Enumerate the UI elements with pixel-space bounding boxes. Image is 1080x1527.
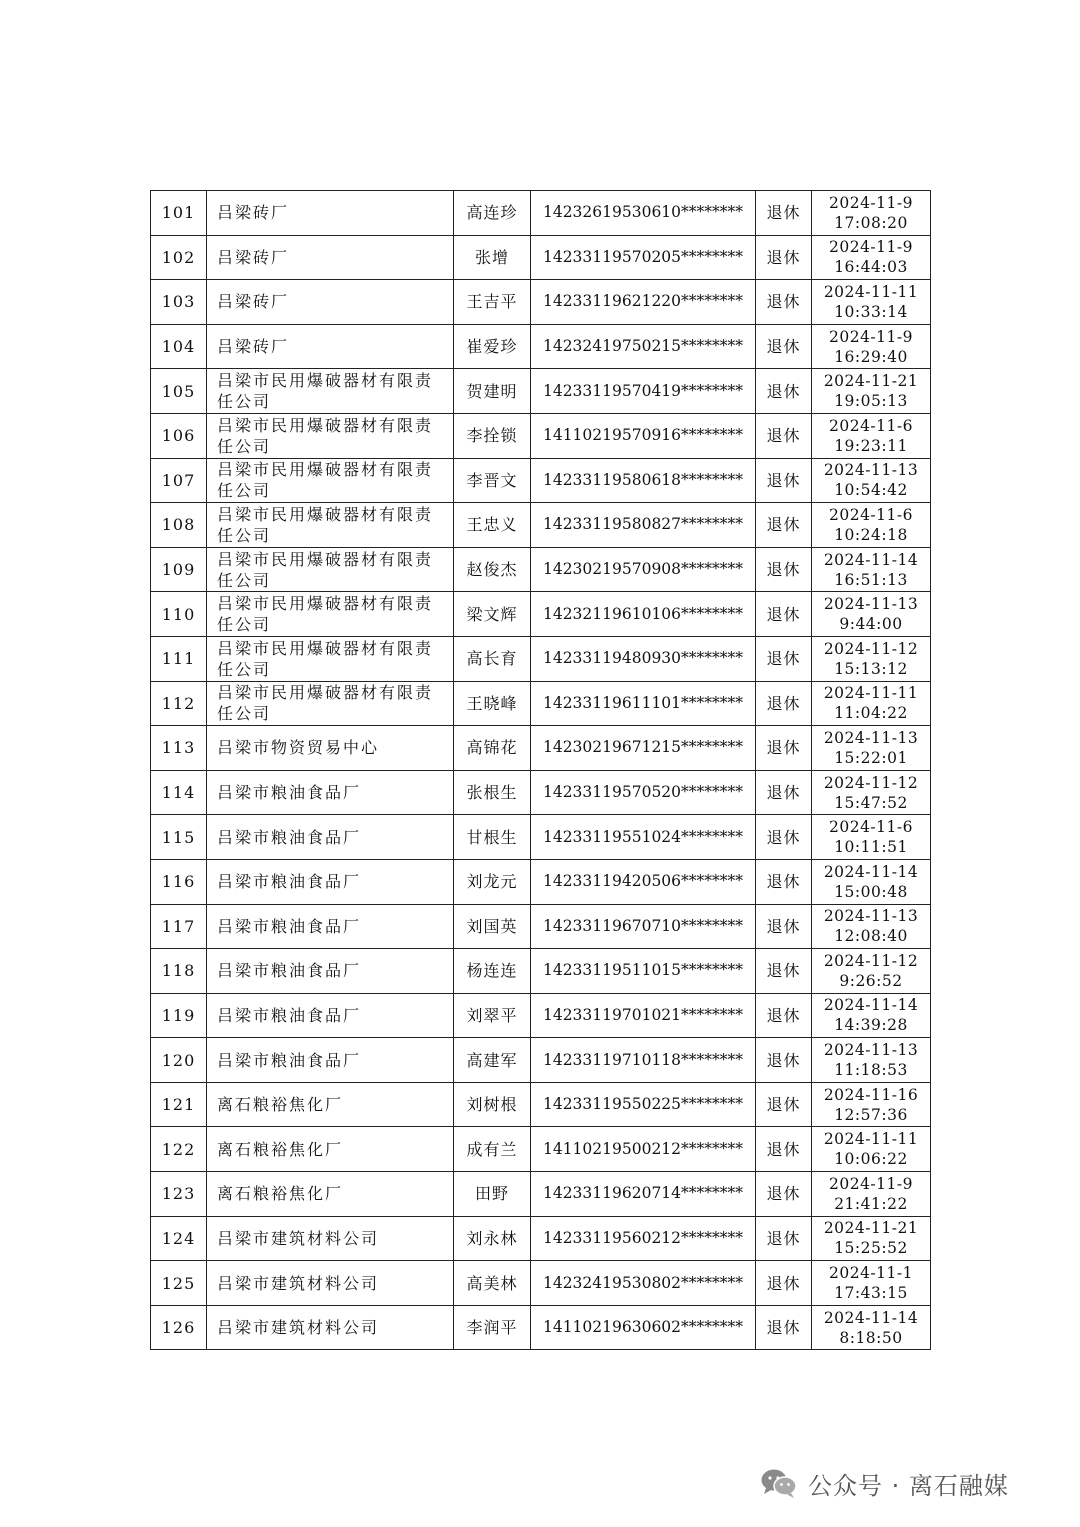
time-text: 15:47:52 — [834, 793, 908, 812]
timestamp-cell — [812, 413, 931, 458]
name-cell: 田野 — [454, 1172, 531, 1217]
name-cell: 李晋文 — [454, 458, 531, 503]
timestamp-cell — [812, 726, 931, 771]
id-number-cell: 14232419750215******** — [531, 324, 756, 369]
status-cell: 退休 — [756, 235, 812, 280]
row-number: 108 — [151, 503, 207, 548]
id-number-cell: 14233119620714******** — [531, 1172, 756, 1217]
unit-cell: 吕梁市粮油食品厂 — [207, 815, 454, 860]
date-text: 2024-11-13 — [823, 907, 919, 926]
table-row — [151, 636, 931, 681]
timestamp-cell — [812, 1216, 931, 1261]
table-row — [151, 369, 931, 414]
date-text: 2024-11-13 — [823, 595, 919, 614]
time-text: 21:41:22 — [834, 1194, 908, 1213]
timestamp-cell — [812, 547, 931, 592]
row-number: 110 — [151, 592, 207, 637]
timestamp-cell — [812, 592, 931, 637]
row-number: 117 — [151, 904, 207, 949]
name-cell: 高连珍 — [454, 191, 531, 236]
name-cell: 杨连连 — [454, 949, 531, 994]
status-cell: 退休 — [756, 770, 812, 815]
table-row — [151, 592, 931, 637]
time-text: 10:11:51 — [834, 838, 908, 857]
table-row — [151, 235, 931, 280]
time-text: 11:04:22 — [834, 704, 908, 723]
status-cell: 退休 — [756, 1038, 812, 1083]
unit-cell: 吕梁市粮油食品厂 — [207, 770, 454, 815]
name-cell: 高建军 — [454, 1038, 531, 1083]
name-cell: 贺建明 — [454, 369, 531, 414]
row-number: 122 — [151, 1127, 207, 1172]
time-text: 9:26:52 — [839, 971, 903, 990]
status-cell: 退休 — [756, 1261, 812, 1306]
time-text: 19:23:11 — [834, 436, 908, 455]
id-number-cell: 14110219630602******** — [531, 1305, 756, 1350]
id-number-cell: 14233119611101******** — [531, 681, 756, 726]
timestamp-cell — [812, 369, 931, 414]
unit-cell: 吕梁砖厂 — [207, 324, 454, 369]
row-number: 106 — [151, 413, 207, 458]
timestamp-cell — [812, 503, 931, 548]
id-number-cell: 14233119570419******** — [531, 369, 756, 414]
table-row — [151, 993, 931, 1038]
time-text: 16:51:13 — [834, 570, 908, 589]
unit-cell: 吕梁市粮油食品厂 — [207, 859, 454, 904]
name-cell: 张根生 — [454, 770, 531, 815]
unit-cell: 吕梁市粮油食品厂 — [207, 904, 454, 949]
date-text: 2024-11-21 — [823, 1219, 919, 1238]
name-cell: 张增 — [454, 235, 531, 280]
row-number: 112 — [151, 681, 207, 726]
name-cell: 高锦花 — [454, 726, 531, 771]
table-row — [151, 1305, 931, 1350]
unit-cell: 吕梁砖厂 — [207, 280, 454, 325]
table-row — [151, 1216, 931, 1261]
time-text: 10:54:42 — [834, 481, 908, 500]
date-text: 2024-11-6 — [828, 416, 913, 435]
row-number: 113 — [151, 726, 207, 771]
table-row — [151, 949, 931, 994]
unit-cell: 吕梁市民用爆破器材有限责任公司 — [207, 369, 454, 414]
status-cell: 退休 — [756, 324, 812, 369]
unit-cell: 吕梁市粮油食品厂 — [207, 993, 454, 1038]
unit-cell: 吕梁市民用爆破器材有限责任公司 — [207, 458, 454, 503]
status-cell: 退休 — [756, 1082, 812, 1127]
time-text: 10:06:22 — [834, 1150, 908, 1169]
unit-cell: 吕梁市粮油食品厂 — [207, 949, 454, 994]
status-cell: 退休 — [756, 503, 812, 548]
timestamp-cell — [812, 636, 931, 681]
time-text: 15:13:12 — [834, 659, 908, 678]
table-row — [151, 726, 931, 771]
id-number-cell: 14110219500212******** — [531, 1127, 756, 1172]
row-number: 111 — [151, 636, 207, 681]
unit-cell: 吕梁市民用爆破器材有限责任公司 — [207, 681, 454, 726]
timestamp-cell — [812, 1082, 931, 1127]
unit-cell: 吕梁市建筑材料公司 — [207, 1261, 454, 1306]
timestamp-cell — [812, 280, 931, 325]
time-text: 10:24:18 — [834, 525, 908, 544]
table-row — [151, 547, 931, 592]
id-number-cell: 14233119570205******** — [531, 235, 756, 280]
unit-cell: 吕梁市粮油食品厂 — [207, 1038, 454, 1083]
table-row — [151, 503, 931, 548]
table-row — [151, 904, 931, 949]
id-number-cell: 14233119701021******** — [531, 993, 756, 1038]
date-text: 2024-11-11 — [823, 282, 919, 301]
unit-cell: 离石粮裕焦化厂 — [207, 1172, 454, 1217]
id-number-cell: 14233119480930******** — [531, 636, 756, 681]
status-cell: 退休 — [756, 413, 812, 458]
unit-cell: 吕梁市建筑材料公司 — [207, 1216, 454, 1261]
row-number: 126 — [151, 1305, 207, 1350]
row-number: 104 — [151, 324, 207, 369]
timestamp-cell — [812, 324, 931, 369]
id-number-cell: 14233119570520******** — [531, 770, 756, 815]
status-cell: 退休 — [756, 1216, 812, 1261]
unit-cell: 吕梁市民用爆破器材有限责任公司 — [207, 503, 454, 548]
time-text: 16:29:40 — [834, 347, 908, 366]
retiree-table — [150, 190, 931, 1350]
row-number: 125 — [151, 1261, 207, 1306]
id-number-cell: 14230219570908******** — [531, 547, 756, 592]
time-text: 17:43:15 — [834, 1284, 908, 1303]
name-cell: 梁文辉 — [454, 592, 531, 637]
date-text: 2024-11-12 — [823, 639, 919, 658]
table-row — [151, 681, 931, 726]
table-row — [151, 815, 931, 860]
id-number-cell: 14233119550225******** — [531, 1082, 756, 1127]
date-text: 2024-11-11 — [823, 684, 919, 703]
name-cell: 李润平 — [454, 1305, 531, 1350]
id-number-cell: 14232119610106******** — [531, 592, 756, 637]
id-number-cell: 14233119580618******** — [531, 458, 756, 503]
timestamp-cell — [812, 1172, 931, 1217]
table-row — [151, 1082, 931, 1127]
status-cell: 退休 — [756, 681, 812, 726]
status-cell: 退休 — [756, 458, 812, 503]
time-text: 14:39:28 — [834, 1016, 908, 1035]
time-text: 8:18:50 — [839, 1328, 903, 1347]
unit-cell: 吕梁市民用爆破器材有限责任公司 — [207, 547, 454, 592]
id-number-cell: 14233119621220******** — [531, 280, 756, 325]
date-text: 2024-11-13 — [823, 1041, 919, 1060]
unit-cell: 吕梁市物资贸易中心 — [207, 726, 454, 771]
timestamp-cell — [812, 191, 931, 236]
date-text: 2024-11-14 — [823, 996, 919, 1015]
date-text: 2024-11-12 — [823, 951, 919, 970]
date-text: 2024-11-12 — [823, 773, 919, 792]
name-cell: 崔爱珍 — [454, 324, 531, 369]
table-row — [151, 280, 931, 325]
status-cell: 退休 — [756, 949, 812, 994]
table-row — [151, 770, 931, 815]
row-number: 118 — [151, 949, 207, 994]
status-cell: 退休 — [756, 369, 812, 414]
timestamp-cell — [812, 1038, 931, 1083]
status-cell: 退休 — [756, 636, 812, 681]
name-cell: 王晓峰 — [454, 681, 531, 726]
watermark-text: 公众号 · 离石融媒 — [808, 1471, 1009, 1500]
time-text: 10:33:14 — [834, 302, 908, 321]
unit-cell: 吕梁市民用爆破器材有限责任公司 — [207, 636, 454, 681]
name-cell: 刘树根 — [454, 1082, 531, 1127]
status-cell: 退休 — [756, 592, 812, 637]
timestamp-cell — [812, 1261, 931, 1306]
row-number: 105 — [151, 369, 207, 414]
unit-cell: 吕梁砖厂 — [207, 191, 454, 236]
time-text: 12:08:40 — [834, 927, 908, 946]
id-number-cell: 14233119420506******** — [531, 859, 756, 904]
name-cell: 赵俊杰 — [454, 547, 531, 592]
date-text: 2024-11-9 — [828, 1174, 913, 1193]
id-number-cell: 14233119560212******** — [531, 1216, 756, 1261]
date-text: 2024-11-1 — [828, 1264, 913, 1283]
watermark — [760, 1463, 1009, 1503]
date-text: 2024-11-11 — [823, 1130, 919, 1149]
name-cell: 刘翠平 — [454, 993, 531, 1038]
row-number: 114 — [151, 770, 207, 815]
unit-cell: 吕梁市民用爆破器材有限责任公司 — [207, 592, 454, 637]
status-cell: 退休 — [756, 904, 812, 949]
row-number: 109 — [151, 547, 207, 592]
id-number-cell: 14233119670710******** — [531, 904, 756, 949]
table-row — [151, 1127, 931, 1172]
status-cell: 退休 — [756, 1305, 812, 1350]
date-text: 2024-11-21 — [823, 372, 919, 391]
status-cell: 退休 — [756, 280, 812, 325]
name-cell: 李拴锁 — [454, 413, 531, 458]
table-row — [151, 458, 931, 503]
status-cell: 退休 — [756, 547, 812, 592]
date-text: 2024-11-9 — [828, 327, 913, 346]
time-text: 9:44:00 — [839, 615, 903, 634]
time-text: 15:00:48 — [834, 882, 908, 901]
row-number: 115 — [151, 815, 207, 860]
name-cell: 成有兰 — [454, 1127, 531, 1172]
date-text: 2024-11-14 — [823, 862, 919, 881]
table-body — [151, 191, 931, 1350]
date-text: 2024-11-14 — [823, 1308, 919, 1327]
id-number-cell: 14232419530802******** — [531, 1261, 756, 1306]
name-cell: 高美林 — [454, 1261, 531, 1306]
time-text: 17:08:20 — [834, 213, 908, 232]
timestamp-cell — [812, 1305, 931, 1350]
timestamp-cell — [812, 949, 931, 994]
id-number-cell: 14233119580827******** — [531, 503, 756, 548]
time-text: 11:18:53 — [834, 1061, 908, 1080]
status-cell: 退休 — [756, 726, 812, 771]
timestamp-cell — [812, 815, 931, 860]
name-cell: 甘根生 — [454, 815, 531, 860]
unit-cell: 离石粮裕焦化厂 — [207, 1127, 454, 1172]
name-cell: 王吉平 — [454, 280, 531, 325]
name-cell: 刘龙元 — [454, 859, 531, 904]
table-row — [151, 1261, 931, 1306]
timestamp-cell — [812, 458, 931, 503]
unit-cell: 吕梁砖厂 — [207, 235, 454, 280]
row-number: 121 — [151, 1082, 207, 1127]
row-number: 101 — [151, 191, 207, 236]
date-text: 2024-11-16 — [823, 1085, 919, 1104]
date-text: 2024-11-9 — [828, 193, 913, 212]
timestamp-cell — [812, 681, 931, 726]
status-cell: 退休 — [756, 993, 812, 1038]
wechat-icon — [760, 1467, 798, 1499]
date-text: 2024-11-6 — [828, 818, 913, 837]
name-cell: 刘永林 — [454, 1216, 531, 1261]
time-text: 19:05:13 — [834, 392, 908, 411]
table-row — [151, 191, 931, 236]
id-number-cell: 14233119511015******** — [531, 949, 756, 994]
id-number-cell: 14233119710118******** — [531, 1038, 756, 1083]
id-number-cell: 14230219671215******** — [531, 726, 756, 771]
status-cell: 退休 — [756, 815, 812, 860]
date-text: 2024-11-9 — [828, 238, 913, 257]
id-number-cell: 14232619530610******** — [531, 191, 756, 236]
table-row — [151, 1038, 931, 1083]
row-number: 102 — [151, 235, 207, 280]
time-text: 12:57:36 — [834, 1105, 908, 1124]
timestamp-cell — [812, 904, 931, 949]
time-text: 15:22:01 — [834, 748, 908, 767]
id-number-cell: 14110219570916******** — [531, 413, 756, 458]
status-cell: 退休 — [756, 1172, 812, 1217]
table-row — [151, 1172, 931, 1217]
row-number: 124 — [151, 1216, 207, 1261]
status-cell: 退休 — [756, 859, 812, 904]
time-text: 16:44:03 — [834, 258, 908, 277]
row-number: 119 — [151, 993, 207, 1038]
timestamp-cell — [812, 859, 931, 904]
time-text: 15:25:52 — [834, 1239, 908, 1258]
timestamp-cell — [812, 235, 931, 280]
row-number: 123 — [151, 1172, 207, 1217]
date-text: 2024-11-13 — [823, 461, 919, 480]
row-number: 103 — [151, 280, 207, 325]
unit-cell: 离石粮裕焦化厂 — [207, 1082, 454, 1127]
row-number: 120 — [151, 1038, 207, 1083]
row-number: 116 — [151, 859, 207, 904]
name-cell: 王忠义 — [454, 503, 531, 548]
unit-cell: 吕梁市建筑材料公司 — [207, 1305, 454, 1350]
table-row — [151, 413, 931, 458]
timestamp-cell — [812, 993, 931, 1038]
name-cell: 刘国英 — [454, 904, 531, 949]
status-cell: 退休 — [756, 191, 812, 236]
table-row — [151, 859, 931, 904]
name-cell: 高长育 — [454, 636, 531, 681]
id-number-cell: 14233119551024******** — [531, 815, 756, 860]
timestamp-cell — [812, 770, 931, 815]
table-row — [151, 324, 931, 369]
unit-cell: 吕梁市民用爆破器材有限责任公司 — [207, 413, 454, 458]
date-text: 2024-11-13 — [823, 728, 919, 747]
row-number: 107 — [151, 458, 207, 503]
status-cell: 退休 — [756, 1127, 812, 1172]
timestamp-cell — [812, 1127, 931, 1172]
date-text: 2024-11-6 — [828, 505, 913, 524]
date-text: 2024-11-14 — [823, 550, 919, 569]
